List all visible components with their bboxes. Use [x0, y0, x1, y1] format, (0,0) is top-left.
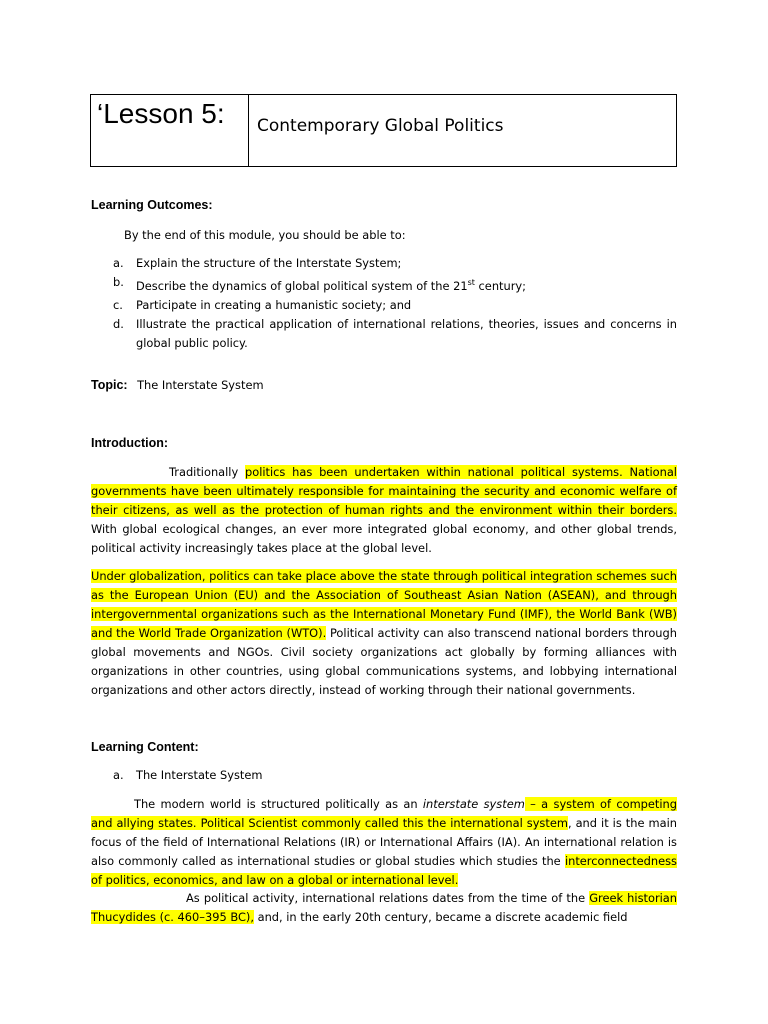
list-text: Illustrate the practical application of international relations, theories, issues and concerns in global public policy. — [136, 316, 677, 350]
text-run: , and it is the main focus of the field of International Relations (IR) or International Affairs (IA). An international relation is also commonly called as international studies or global studies which studies the — [91, 816, 677, 868]
introduction-paragraph-1 — [91, 463, 677, 558]
topic-line — [91, 378, 264, 392]
lesson-number: ‘Lesson 5: — [91, 95, 249, 166]
list-marker: a. — [113, 256, 124, 270]
outcomes-intro: By the end of this module, you should be able to: — [124, 228, 406, 242]
lesson-header-table — [90, 94, 677, 167]
subsection-label: The Interstate System — [136, 768, 263, 782]
content-paragraph-1 — [91, 795, 677, 890]
text-run: As political activity, international relations dates from the time of the — [186, 891, 590, 905]
text-run: Political activity can also transcend national borders through global movements and NGOs. Civil society organizations act globally by forming alliances with organizations in other countries, using global communications systems, and lobbying international organizations and other actors directly, instead of working through their national governments. — [91, 626, 677, 697]
highlighted-text: interconnectedness of politics, economics, and law on a global or international level. — [91, 854, 677, 887]
topic-label: Topic: — [91, 378, 128, 392]
list-marker: d. — [113, 316, 124, 331]
introduction-paragraph-2 — [91, 567, 677, 700]
text-run: interstate system — [422, 797, 525, 811]
highlighted-text: Under globalization, politics can take place above the state through political integration schemes such as the European Union (EU) and the Association of Southeast Asian Nation (ASEAN), and through intergovernmental organizations such as the International Monetary Fund (IMF), the World Bank (WB) and the World Trade Organization (WTO). — [91, 569, 677, 640]
learning-content-heading: Learning Content: — [91, 740, 199, 754]
list-item — [113, 254, 677, 273]
list-marker: c. — [113, 297, 123, 312]
list-marker: b. — [113, 275, 124, 289]
highlighted-text: – a system of competing and allying states. Political Scientist commonly called this the international system — [91, 797, 677, 830]
outcomes-list — [113, 254, 677, 353]
lesson-title: Contemporary Global Politics — [257, 116, 504, 136]
learning-outcomes-heading: Learning Outcomes: — [91, 198, 213, 212]
list-text: Explain the structure of the Interstate System; — [136, 256, 402, 270]
text-run: The modern world is structured politically as an — [134, 797, 423, 811]
introduction-heading: Introduction: — [91, 436, 169, 450]
highlighted-text: politics has been undertaken within national political systems. National governments have been ultimately responsible for maintaining the security and economic welfare of their citizens, as well as the protection of human rights and the environment within their borders. — [91, 465, 677, 517]
list-item — [113, 273, 677, 296]
highlighted-text: Greek historian Thucydides (c. 460–395 BC), — [91, 891, 677, 924]
text-run: Traditionally — [169, 465, 245, 479]
list-text: Participate in creating a humanistic society; and — [136, 297, 412, 312]
text-run: and, in the early 20th century, became a discrete academic field — [253, 910, 628, 924]
topic-value: The Interstate System — [137, 378, 264, 392]
subsection-marker: a. — [113, 768, 124, 782]
list-item — [113, 315, 677, 353]
list-item — [113, 296, 677, 315]
subsection-title — [113, 766, 677, 785]
text-run: With global ecological changes, an ever more integrated global economy, and other global trends, political activity increasingly takes place at the global level. — [91, 522, 677, 555]
content-paragraph-2 — [91, 889, 677, 927]
list-text: Describe the dynamics of global political system of the 21st century; — [136, 278, 526, 293]
